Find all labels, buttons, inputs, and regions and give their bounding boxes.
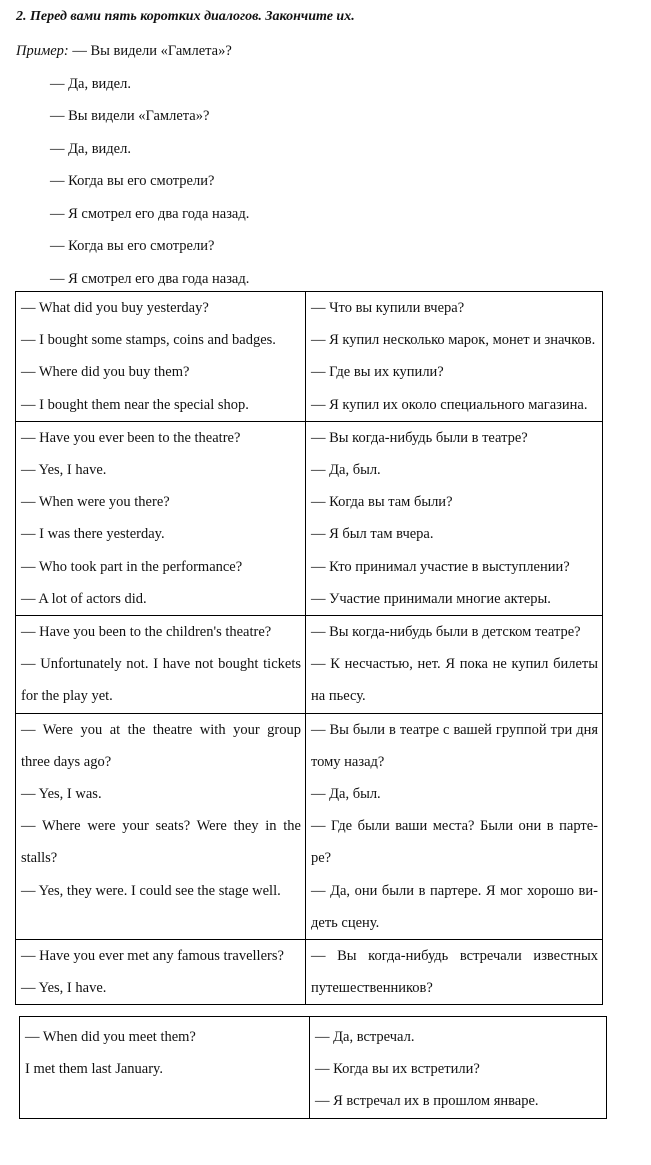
dialog-row-4 [16, 713, 603, 939]
dialog-line-ru: — Я был там вчера. [311, 526, 434, 543]
dialog-line-en: — Have you ever met any famous travellers? [21, 948, 284, 965]
example-label: Пример: [16, 43, 69, 59]
dialog-line-en: — I bought them near the special shop. [21, 396, 249, 413]
dialog-line-ru: — Когда вы там были? [311, 494, 453, 511]
dialog-line-en: — Yes, I was. [21, 786, 102, 803]
dialog-line-en: — Yes, they were. I could see the stage well. [21, 882, 281, 899]
dialog-line-en: I met them last January. [25, 1061, 163, 1078]
dialog-row-2 [16, 421, 603, 615]
dialog-line-ru: — Вы были в театре с вашей группой три дня тому назад? [311, 721, 598, 770]
dialog-line-en: — Who took part in the performance? [21, 558, 243, 575]
exercise-heading: 2. Перед вами пять коротких диалогов. Закончите их. [16, 9, 355, 24]
russian-cell [306, 292, 603, 422]
example-line: — Да, видел. [50, 75, 131, 92]
dialog-line-en: — Have you ever been to the theatre? [21, 429, 241, 446]
dialog-line-ru: — Когда вы их встретили? [315, 1061, 480, 1078]
dialog-line-en: — Unfortunately not. I have not bought tickets for the play yet. [21, 656, 301, 705]
dialog-line-ru: — Вы когда-нибудь встречали известных путешественников? [311, 948, 598, 997]
dialog-line-en: — A lot of actors did. [21, 590, 147, 607]
continuation-table [19, 1016, 607, 1119]
english-cell [16, 713, 306, 939]
russian-cell [306, 940, 603, 1005]
example-line: — Я смотрел его два года назад. [50, 270, 250, 287]
dialog-line-ru: — Вы когда-нибудь были в детском театре? [311, 624, 581, 641]
dialog-line-ru: — Участие принимали многие актеры. [311, 590, 551, 607]
english-cell [16, 292, 306, 422]
dialog-line-en: — Where were your seats? Were they in the stalls? [21, 818, 301, 867]
dialog-row-3 [16, 616, 603, 714]
dialog-line-en: — Yes, I have. [21, 980, 107, 997]
russian-cell [310, 1017, 607, 1119]
dialog-line-ru: — Я купил их около специального магазина. [311, 396, 588, 413]
example-line: — Я смотрел его два года назад. [50, 205, 250, 222]
dialog-line-ru: — Да, был. [311, 786, 381, 803]
dialog-line-ru: — Где были ваши места? Были они в парте-ре? [311, 818, 598, 867]
example-line: — Когда вы его смотрели? [50, 238, 215, 254]
russian-cell [306, 713, 603, 939]
russian-cell [306, 616, 603, 714]
english-cell [20, 1017, 310, 1119]
english-cell [16, 616, 306, 714]
dialogs-table [15, 291, 603, 1005]
example-line: — Вы видели «Гамлета»? [50, 108, 210, 124]
dialog-line-en: — I was there yesterday. [21, 526, 165, 543]
dialog-line-en: — When were you there? [21, 494, 170, 511]
dialog-row-5 [16, 940, 603, 1005]
dialog-line-ru: — Да, они были в партере. Я мог хорошо ви-деть сцену. [311, 882, 598, 931]
dialog-line-en: — Have you been to the children's theatre? [21, 624, 272, 641]
dialog-line-en: — Where did you buy them? [21, 364, 190, 381]
dialog-line-ru: — Да, был. [311, 462, 381, 479]
dialog-line-ru: — К несчастью, нет. Я пока не купил билеты на пьесу. [311, 656, 598, 705]
dialog-line-ru: — Вы когда-нибудь были в театре? [311, 429, 528, 446]
dialog-line-ru: — Кто принимал участие в выступлении? [311, 558, 570, 575]
continuation-row [20, 1017, 607, 1119]
russian-cell [306, 421, 603, 615]
dialog-line-en: — Yes, I have. [21, 462, 107, 479]
example-line: — Да, видел. [50, 140, 131, 157]
example-section [16, 40, 616, 300]
example-first-line [16, 40, 616, 73]
dialog-line-en: — What did you buy yesterday? [21, 300, 209, 316]
english-cell [16, 940, 306, 1005]
dialog-line-ru: — Да, встречал. [315, 1029, 415, 1045]
dialog-row-1 [16, 292, 603, 422]
dialog-line-ru: — Я купил несколько марок, монет и значков. [311, 332, 596, 349]
dialog-line-ru: — Я встречал их в прошлом январе. [315, 1093, 539, 1110]
dialog-line-en: — Were you at the theatre with your group three days ago? [21, 721, 301, 770]
dialog-line-ru: — Что вы купили вчера? [311, 300, 465, 316]
english-cell [16, 421, 306, 615]
example-line: — Когда вы его смотрели? [50, 173, 215, 189]
dialog-line-en: — I bought some stamps, coins and badges. [21, 332, 276, 349]
example-line: — Вы видели «Гамлета»? [72, 43, 232, 59]
dialog-line-ru: — Где вы их купили? [311, 364, 444, 381]
dialog-line-en: — When did you meet them? [25, 1029, 196, 1045]
